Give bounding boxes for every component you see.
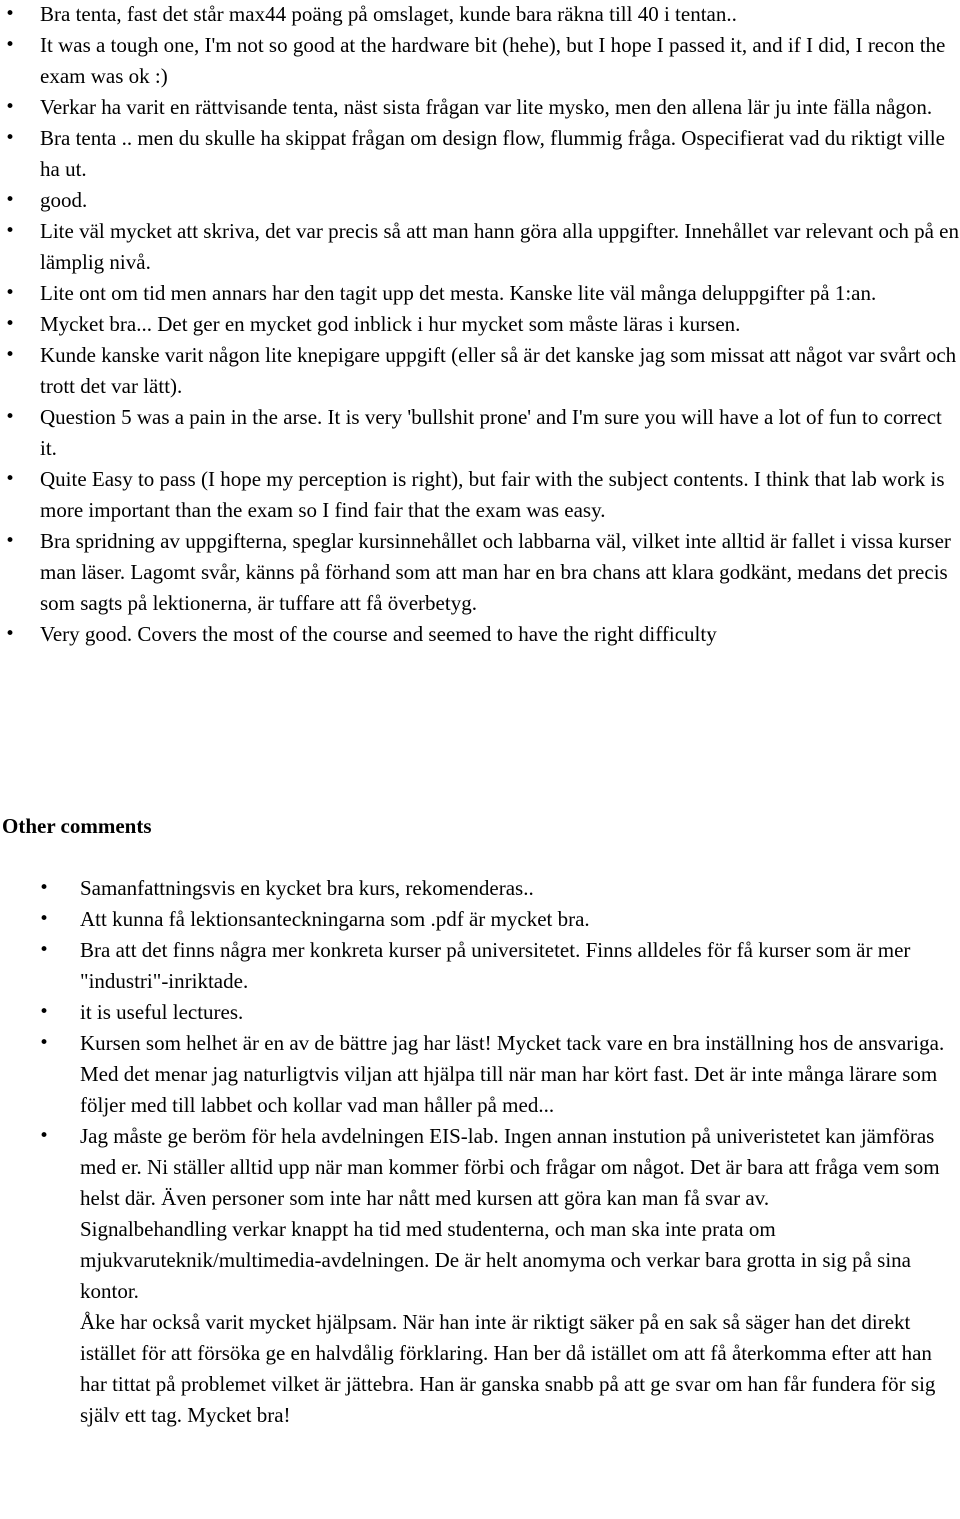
comment-text: good.	[40, 188, 88, 212]
bullet-icon: •	[5, 345, 16, 365]
other-comments-list	[0, 873, 960, 1431]
list-item	[0, 340, 960, 402]
comment-text: Quite Easy to pass (I hope my perception is right), but fair with the subject contents. I think that lab work is more important than the exam so I find fair that the exam was easy.	[40, 467, 945, 522]
bullet-icon: •	[5, 221, 16, 241]
bullet-icon: •	[5, 128, 16, 148]
comment-text: Question 5 was a pain in the arse. It is very 'bullshit prone' and I'm sure you will have a lot of fun to correct it.	[40, 405, 942, 460]
comment-paragraph: Åke har också varit mycket hjälpsam. När han inte är riktigt säker på en sak så säger han det direkt istället för att försöka ge en halvdålig förklaring. Han ber då istället om att få återkomma efter att han har tittat på problemet vilket är jättebra. Han är ganska snabb på att ge svar om han får fundera för sig själv ett tag. Mycket bra!	[80, 1310, 936, 1427]
comment-text: Bra spridning av uppgifterna, speglar kursinnehållet och labbarna väl, vilket inte alltid är fallet i vissa kurser man läser. Lagomt svår, känns på förhand som att man har en bra chans att klara godkänt, medans det precis som sagts på lektionerna, är tuffare att få överbetyg.	[40, 529, 951, 615]
bullet-icon: •	[5, 97, 16, 117]
list-item	[0, 123, 960, 185]
comment-paragraph: Samanfattningsvis en kycket bra kurs, rekomenderas..	[80, 876, 534, 900]
exam-feedback-list	[0, 0, 960, 650]
list-item	[0, 1121, 960, 1431]
bullet-icon: •	[39, 1002, 50, 1022]
list-item	[0, 935, 960, 997]
comment-text: Bra tenta .. men du skulle ha skippat frågan om design flow, flummig fråga. Ospecifierat vad du riktigt ville ha ut.	[40, 126, 945, 181]
comment-text: Mycket bra... Det ger en mycket god inblick i hur mycket som måste läras i kursen.	[40, 312, 741, 336]
list-item	[0, 0, 960, 30]
bullet-icon: •	[5, 4, 16, 24]
comment-text: Bra tenta, fast det står max44 poäng på omslaget, kunde bara räkna till 40 i tentan..	[40, 2, 737, 26]
list-item	[0, 216, 960, 278]
bullet-icon: •	[5, 314, 16, 334]
bullet-icon: •	[5, 35, 16, 55]
list-item	[0, 185, 960, 216]
list-item	[0, 1028, 960, 1121]
bullet-icon: •	[39, 940, 50, 960]
section-heading: Other comments	[2, 814, 152, 838]
bullet-icon: •	[39, 878, 50, 898]
list-item	[0, 619, 960, 650]
comment-text: Lite väl mycket att skriva, det var precis så att man hann göra alla uppgifter. Innehållet var relevant och på en lämplig nivå.	[40, 219, 959, 274]
comment-paragraph: Jag måste ge beröm för hela avdelningen EIS-lab. Ingen annan instution på univeristetet kan jämföras med er. Ni ställer alltid upp när man kommer förbi och frågar om något. Det är bara att fråga vem som helst där. Även personer som inte har nått med kursen att göra kan man få svar av.	[80, 1124, 940, 1210]
comment-paragraph: Att kunna få lektionsanteckningarna som .pdf är mycket bra.	[80, 907, 590, 931]
list-item	[0, 309, 960, 340]
bullet-icon: •	[39, 1033, 50, 1053]
bullet-icon: •	[5, 407, 16, 427]
bullet-icon: •	[5, 531, 16, 551]
comment-paragraph: Bra att det finns några mer konkreta kurser på universitetet. Finns alldeles för få kurser som är mer "industri"-inriktade.	[80, 938, 911, 993]
list-item	[0, 526, 960, 619]
list-item	[0, 278, 960, 309]
bullet-icon: •	[39, 1126, 50, 1146]
bullet-icon: •	[5, 624, 16, 644]
bullet-icon: •	[5, 190, 16, 210]
list-item	[0, 904, 960, 935]
bullet-icon: •	[39, 909, 50, 929]
list-item	[0, 30, 960, 92]
bullet-icon: •	[5, 469, 16, 489]
list-item	[0, 464, 960, 526]
comment-text: It was a tough one, I'm not so good at the hardware bit (hehe), but I hope I passed it, and if I did, I recon the exam was ok :)	[40, 33, 946, 88]
comment-text: Verkar ha varit en rättvisande tenta, näst sista frågan var lite mysko, men den allena lär ju inte fälla någon.	[40, 95, 933, 119]
comment-paragraph: it is useful lectures.	[80, 1000, 244, 1024]
bullet-icon: •	[5, 283, 16, 303]
comment-text: Kunde kanske varit någon lite knepigare uppgift (eller så är det kanske jag som missat att något var svårt och trott det var lätt).	[40, 343, 957, 398]
list-item	[0, 873, 960, 904]
comment-text: Very good. Covers the most of the course and seemed to have the right difficulty	[40, 622, 717, 646]
comment-paragraph: Kursen som helhet är en av de bättre jag har läst! Mycket tack vare en bra inställning hos de ansvariga. Med det menar jag naturligtvis viljan att hjälpa till när man har kört fast. Det är inte många lärare som följer med till labbet och kollar vad man håller på med...	[80, 1031, 945, 1117]
comment-paragraph: Signalbehandling verkar knappt ha tid med studenterna, och man ska inte prata om mjukvaruteknik/multimedia-avdelningen. De är helt anomyma och verkar bara grotta in sig på sina kontor.	[80, 1217, 911, 1303]
comment-text: Lite ont om tid men annars har den tagit upp det mesta. Kanske lite väl många deluppgifter på 1:an.	[40, 281, 877, 305]
list-item	[0, 402, 960, 464]
list-item	[0, 997, 960, 1028]
list-item	[0, 92, 960, 123]
